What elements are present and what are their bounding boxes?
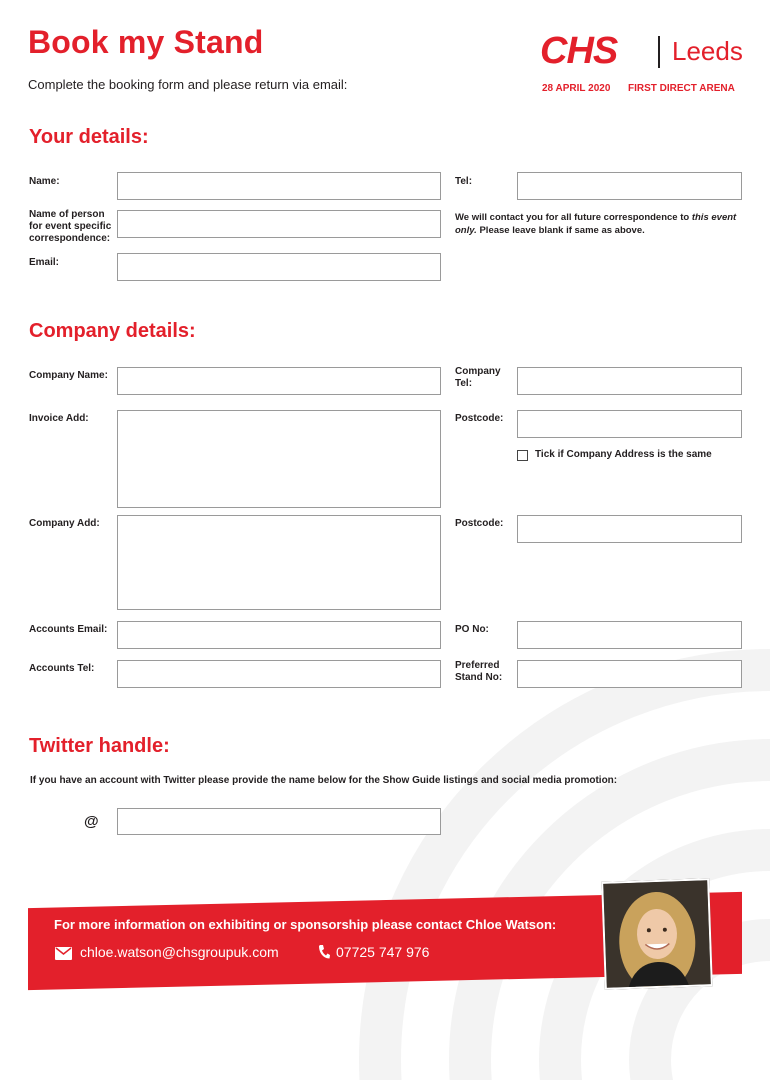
- contact-photo: [601, 878, 713, 990]
- correspondence-note: [455, 211, 745, 237]
- twitter-handle-input[interactable]: [117, 808, 441, 835]
- page-subtitle: Complete the booking form and please return via email:: [28, 77, 348, 92]
- note-text-2: Please leave blank if same as above.: [476, 225, 645, 236]
- page-title: Book my Stand: [28, 24, 264, 60]
- name-label: Name:: [29, 176, 60, 187]
- envelope-icon: [55, 947, 72, 960]
- contact-person-label-line3: correspondence:: [29, 233, 111, 244]
- accounts-tel-label: Accounts Tel:: [29, 663, 95, 674]
- accounts-email-input[interactable]: [117, 621, 441, 649]
- event-date: 28 APRIL 2020: [542, 83, 611, 94]
- note-text-1: We will contact you for all future correspondence to: [455, 212, 692, 223]
- same-address-label: Tick if Company Address is the same: [535, 449, 712, 460]
- po-number-label: PO No:: [455, 624, 489, 635]
- section-twitter: Twitter handle:: [29, 735, 170, 757]
- stand-number-label: [455, 660, 502, 684]
- contact-person-label-line1: Name of person: [29, 209, 105, 220]
- contact-person-label: [29, 209, 111, 245]
- company-tel-label-line2: Tel:: [455, 378, 473, 389]
- at-symbol: @: [84, 813, 99, 830]
- company-postcode-label: Postcode:: [455, 518, 504, 529]
- logo-divider: [658, 36, 660, 68]
- section-company-details: Company details:: [29, 320, 196, 342]
- invoice-address-label: Invoice Add:: [29, 413, 89, 424]
- twitter-description: If you have an account with Twitter please provide the name below for the Show Guide listings and social media promotion:: [30, 775, 618, 786]
- same-address-checkbox[interactable]: [517, 450, 528, 461]
- chs-logo: [540, 30, 745, 80]
- logo-city: Leeds: [672, 36, 743, 66]
- invoice-postcode-label: Postcode:: [455, 413, 504, 424]
- tel-label: Tel:: [455, 176, 473, 187]
- event-venue: FIRST DIRECT ARENA: [628, 83, 735, 94]
- company-postcode-input[interactable]: [517, 515, 742, 543]
- contact-email-link[interactable]: chloe.watson@chsgroupuk.com: [80, 944, 279, 960]
- note-italic-1: this: [691, 212, 709, 223]
- stand-number-label-line1: Preferred: [455, 660, 500, 671]
- company-address-input[interactable]: [117, 515, 441, 610]
- invoice-postcode-input[interactable]: [517, 410, 742, 438]
- name-input[interactable]: [117, 172, 441, 200]
- logo-brand: CHS: [540, 30, 618, 72]
- company-address-label: Company Add:: [29, 518, 100, 529]
- contact-portrait: [603, 880, 711, 988]
- company-name-label: Company Name:: [29, 370, 108, 381]
- contact-person-input[interactable]: [117, 210, 441, 238]
- stand-number-input[interactable]: [517, 660, 742, 688]
- contact-info-text: For more information on exhibiting or sponsorship please contact Chloe Watson:: [54, 917, 557, 932]
- email-input[interactable]: [117, 253, 441, 281]
- invoice-address-input[interactable]: [117, 410, 441, 508]
- stand-number-label-line2: Stand No:: [455, 672, 503, 683]
- company-name-input[interactable]: [117, 367, 441, 395]
- section-your-details: Your details:: [29, 126, 149, 148]
- tel-input[interactable]: [517, 172, 742, 200]
- company-tel-label-line1: Company: [455, 366, 501, 377]
- po-number-input[interactable]: [517, 621, 742, 649]
- company-tel-input[interactable]: [517, 367, 742, 395]
- accounts-email-label: Accounts Email:: [29, 624, 108, 635]
- accounts-tel-input[interactable]: [117, 660, 441, 688]
- note-italic-2: event only.: [455, 212, 737, 236]
- contact-person-label-line2: for event specific: [29, 221, 112, 232]
- phone-icon: [318, 944, 330, 960]
- company-tel-label: [455, 366, 501, 390]
- email-label: Email:: [29, 257, 60, 268]
- contact-phone-link[interactable]: 07725 747 976: [336, 944, 430, 960]
